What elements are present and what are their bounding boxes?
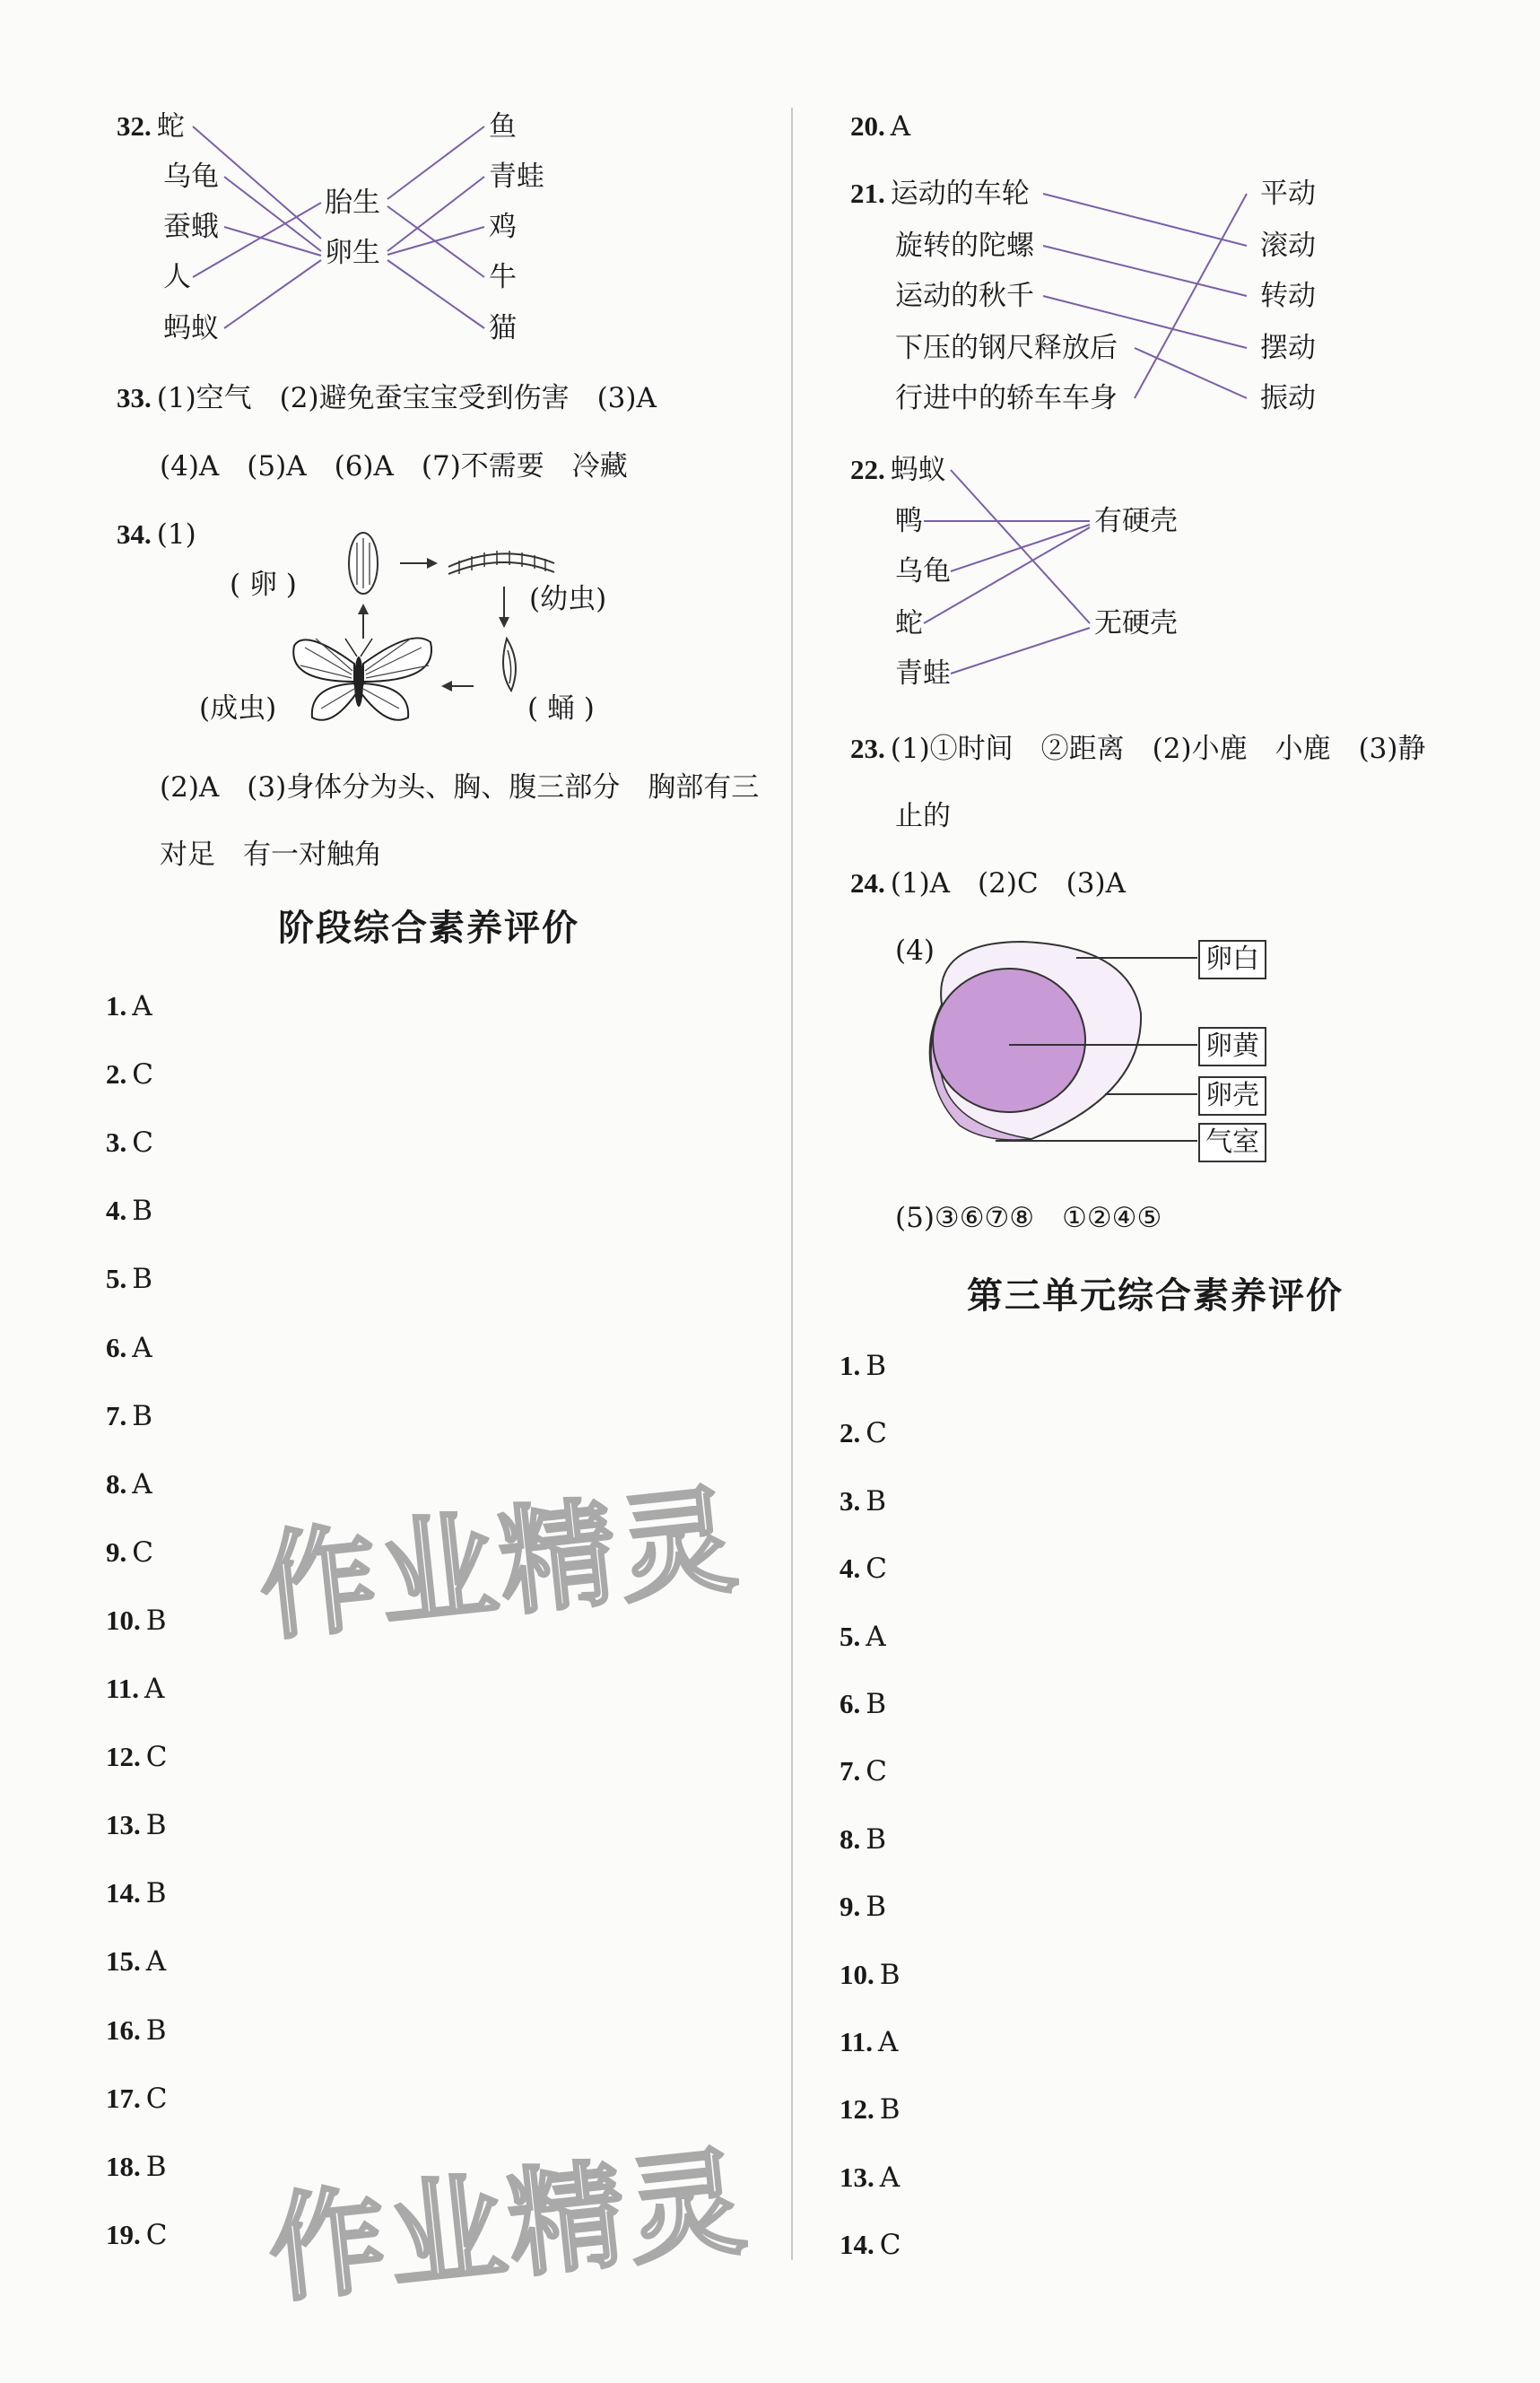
q22-left-4: 青蛙 [895,657,951,690]
q32-left-4: 蚂蚁 [163,312,219,344]
stage-answer-answer: B [145,2013,167,2047]
unit3-answer-number: 2. [840,1417,861,1449]
unit3-answer-row [840,1753,887,1789]
unit3-answer-row [840,1686,886,1722]
unit3-answer-answer: A [879,2161,901,2194]
q32-right-4: 猫 [489,312,517,344]
q22-row [850,452,946,488]
q21-right-1: 滚动 [1260,230,1316,262]
q22-left-0: 蚂蚁 [890,454,946,486]
label-shell: 卵壳 [1198,1076,1266,1116]
stage-answer-row [106,1466,152,1502]
stage-answer-number: 5. [106,1263,127,1295]
stage-answer-row [106,1739,167,1775]
q24-sub4: (4) [895,935,935,967]
q22-number: 22. [850,454,885,485]
q32-mid-1: 卵生 [325,237,380,269]
q34-number: 34. [117,518,152,550]
q33-number: 33. [117,382,152,413]
stage-answer-row [106,2217,167,2253]
watermark-1: 作业精灵 [253,1471,746,1657]
unit3-answer-row [840,1483,886,1519]
q21-right-0: 平动 [1260,178,1316,210]
stage-answer-answer: B [145,1877,167,1910]
stage-answer-answer: B [132,1263,153,1296]
q21-right-4: 振动 [1260,382,1316,414]
unit3-answer-row [840,2092,901,2127]
unit3-answer-number: 11. [840,2026,874,2057]
stage-answer-answer: A [132,1331,152,1364]
q21-left-2: 运动的秋千 [895,280,1034,312]
unit3-answer-row [840,1348,886,1384]
stage-answer-row [106,1875,167,1911]
stage-heading: 阶段综合素养评价 [278,908,579,949]
q20-answer: A [890,110,911,143]
unit3-answer-answer: B [879,1958,901,1991]
q21-number: 21. [850,178,885,209]
q21-row [850,176,1030,212]
q21-right-3: 摆动 [1260,332,1316,364]
q21-right-2: 转动 [1260,280,1316,312]
q32-left-1: 乌龟 [163,161,219,193]
stage-adult-label: (成虫) [199,692,277,725]
q23-line2: 止的 [895,800,951,832]
q21-left-1: 旋转的陀螺 [895,230,1034,262]
q23-line1 [850,731,1425,767]
stage-answer-number: 1. [106,990,127,1022]
unit3-answer-number: 4. [840,1552,861,1585]
stage-answer-answer: B [145,1604,167,1637]
stage-answer-number: 6. [106,1331,127,1363]
unit3-answer-row [840,2024,898,2060]
q32-left-0: 蛇 [156,110,185,143]
stage-answer-row [106,1944,166,1979]
q32-number: 32. [117,110,152,142]
unit3-answer-row [840,1957,901,1993]
unit3-answer-answer: B [866,1822,887,1856]
watermark-2: 作业精灵 [262,2133,755,2319]
q22-left-1: 鸭 [895,505,923,537]
stage-answer-row [106,1603,167,1639]
stage-answer-answer: C [132,1058,153,1091]
stage-egg-label: ( 卵 ) [230,569,297,601]
unit3-answer-number: 9. [840,1891,861,1923]
unit3-answer-answer: C [866,1755,887,1788]
unit3-answer-number: 14. [840,2229,874,2261]
stage-answer-number: 8. [106,1467,127,1500]
stage-answer-row [106,1261,152,1297]
unit3-answer-row [840,1822,886,1857]
stage-answer-row [106,1125,153,1161]
egg-diagram [930,942,1197,1141]
stage-answer-answer: C [145,2218,168,2251]
stage-answer-row [106,1398,152,1434]
unit3-answer-number: 5. [840,1620,861,1652]
unit3-answer-row [840,2227,901,2263]
stage-answer-number: 14. [106,1877,141,1909]
stage-answer-row [106,1671,164,1707]
q20-number: 20. [850,110,885,142]
unit3-answer-answer: B [866,1350,887,1382]
stage-answer-number: 10. [106,1604,141,1636]
q34-line2: (2)A (3)身体分为头、胸、腹三部分 胸部有三 [160,771,760,804]
stage-answer-answer: B [132,1195,153,1228]
q22-right-0: 有硬壳 [1094,505,1178,537]
q23-text1: (1)①时间 ②距离 (2)小鹿 小鹿 (3)静 [890,733,1426,765]
stage-larva-label: (幼虫) [529,583,607,615]
q24-line5: (5)③⑥⑦⑧ ①②④⑤ [895,1202,1162,1234]
q23-number: 23. [850,733,885,764]
stage-answer-answer: B [145,1809,167,1842]
unit3-answer-number: 13. [840,2161,874,2193]
label-yolk: 卵黄 [1198,1027,1266,1066]
unit3-answer-answer: B [879,2093,901,2126]
unit3-answer-answer: C [879,2229,901,2262]
q32-right-2: 鸡 [489,211,517,243]
unit3-answer-row [840,1889,886,1925]
q32-left-3: 人 [163,261,191,293]
unit3-answer-row [840,2160,900,2196]
q32-right-1: 青蛙 [489,161,544,193]
unit3-answer-row [840,1551,887,1587]
q21-left-0: 运动的车轮 [890,178,1030,210]
stage-answer-number: 19. [106,2218,141,2250]
unit3-answer-number: 7. [840,1755,861,1787]
q22-left-3: 蛇 [895,607,923,639]
label-air-cell: 气室 [1198,1123,1266,1162]
q33-text1: (1)空气 (2)避免蚕宝宝受到伤害 (3)A [156,382,657,414]
unit3-answer-number: 10. [840,1958,874,1990]
stage-answer-number: 13. [106,1809,141,1841]
q32-right-3: 牛 [489,261,517,293]
stage-answer-answer: C [132,1126,153,1160]
q21-left-4: 行进中的轿车车身 [895,382,1118,414]
stage-answer-answer: B [132,1399,153,1432]
unit3-answer-number: 1. [840,1350,861,1381]
stage-answer-answer: A [132,1467,152,1500]
stage-pupa-label: ( 蛹 ) [527,692,595,725]
q34-line3: 对足 有一对触角 [160,839,382,871]
q32-right-0: 鱼 [489,110,517,143]
stage-answer-answer: A [132,990,152,1022]
q21-left-3: 下压的钢尺释放后 [895,332,1118,364]
stage-answer-answer: A [144,1673,165,1705]
stage-answer-row [106,2081,167,2117]
stage-answer-answer: A [145,1945,167,1979]
q24-text1: (1)A (2)C (3)A [890,867,1126,900]
stage-answer-answer: C [145,2082,168,2115]
unit3-answer-number: 8. [840,1822,861,1855]
unit3-heading: 第三单元综合素养评价 [967,1275,1344,1317]
unit3-answer-answer: B [866,1484,887,1518]
unit3-answer-answer: C [866,1552,887,1586]
q32-row [117,109,185,144]
q32-left-2: 蚕蛾 [163,211,219,243]
life-cycle-diagram [293,533,554,720]
stage-answer-number: 2. [106,1058,127,1091]
stage-answer-number: 11. [106,1673,140,1704]
label-egg-white: 卵白 [1198,940,1266,979]
stage-answer-row [106,1193,152,1229]
unit3-answer-row [840,1415,887,1451]
stage-answer-answer: C [145,1741,168,1774]
stage-answer-number: 15. [106,1945,141,1978]
unit3-answer-row [840,1619,886,1655]
stage-answer-number: 7. [106,1399,127,1431]
stage-answer-number: 16. [106,2013,141,2046]
q22-left-2: 乌龟 [895,555,951,587]
unit3-answer-answer: A [866,1620,886,1653]
stage-answer-number: 12. [106,1741,141,1773]
unit3-answer-number: 6. [840,1688,861,1719]
stage-answer-number: 3. [106,1126,127,1159]
unit3-answer-answer: A [878,2026,899,2058]
stage-answer-number: 17. [106,2082,141,2114]
q20-row [850,109,910,144]
q32-mid-0: 胎生 [325,187,380,219]
q24-line1 [850,865,1126,901]
unit3-answer-answer: B [866,1688,887,1720]
unit3-answer-answer: C [866,1417,887,1450]
stage-answer-row [106,1535,153,1570]
q22-right-1: 无硬壳 [1094,607,1178,639]
unit3-answer-answer: B [866,1891,887,1924]
stage-answer-answer: B [145,2150,167,2183]
stage-answer-row [106,2013,167,2048]
stage-answer-number: 9. [106,1535,127,1568]
stage-answer-row [106,988,152,1024]
stage-answer-row [106,1807,167,1843]
stage-answer-row [106,1330,152,1366]
stage-answer-number: 18. [106,2150,141,2182]
stage-answer-row [106,2149,167,2185]
unit3-answer-number: 3. [840,1484,861,1517]
q24-number: 24. [850,867,885,899]
q33-line1 [117,380,657,416]
unit3-answer-number: 12. [840,2093,874,2126]
q34-line1 [117,517,196,552]
q34-sub1: (1) [156,518,196,551]
q33-line2: (4)A (5)A (6)A (7)不需要 冷藏 [160,450,628,483]
stage-answer-number: 4. [106,1195,127,1227]
stage-answer-answer: C [132,1535,153,1569]
stage-answer-row [106,1057,153,1092]
